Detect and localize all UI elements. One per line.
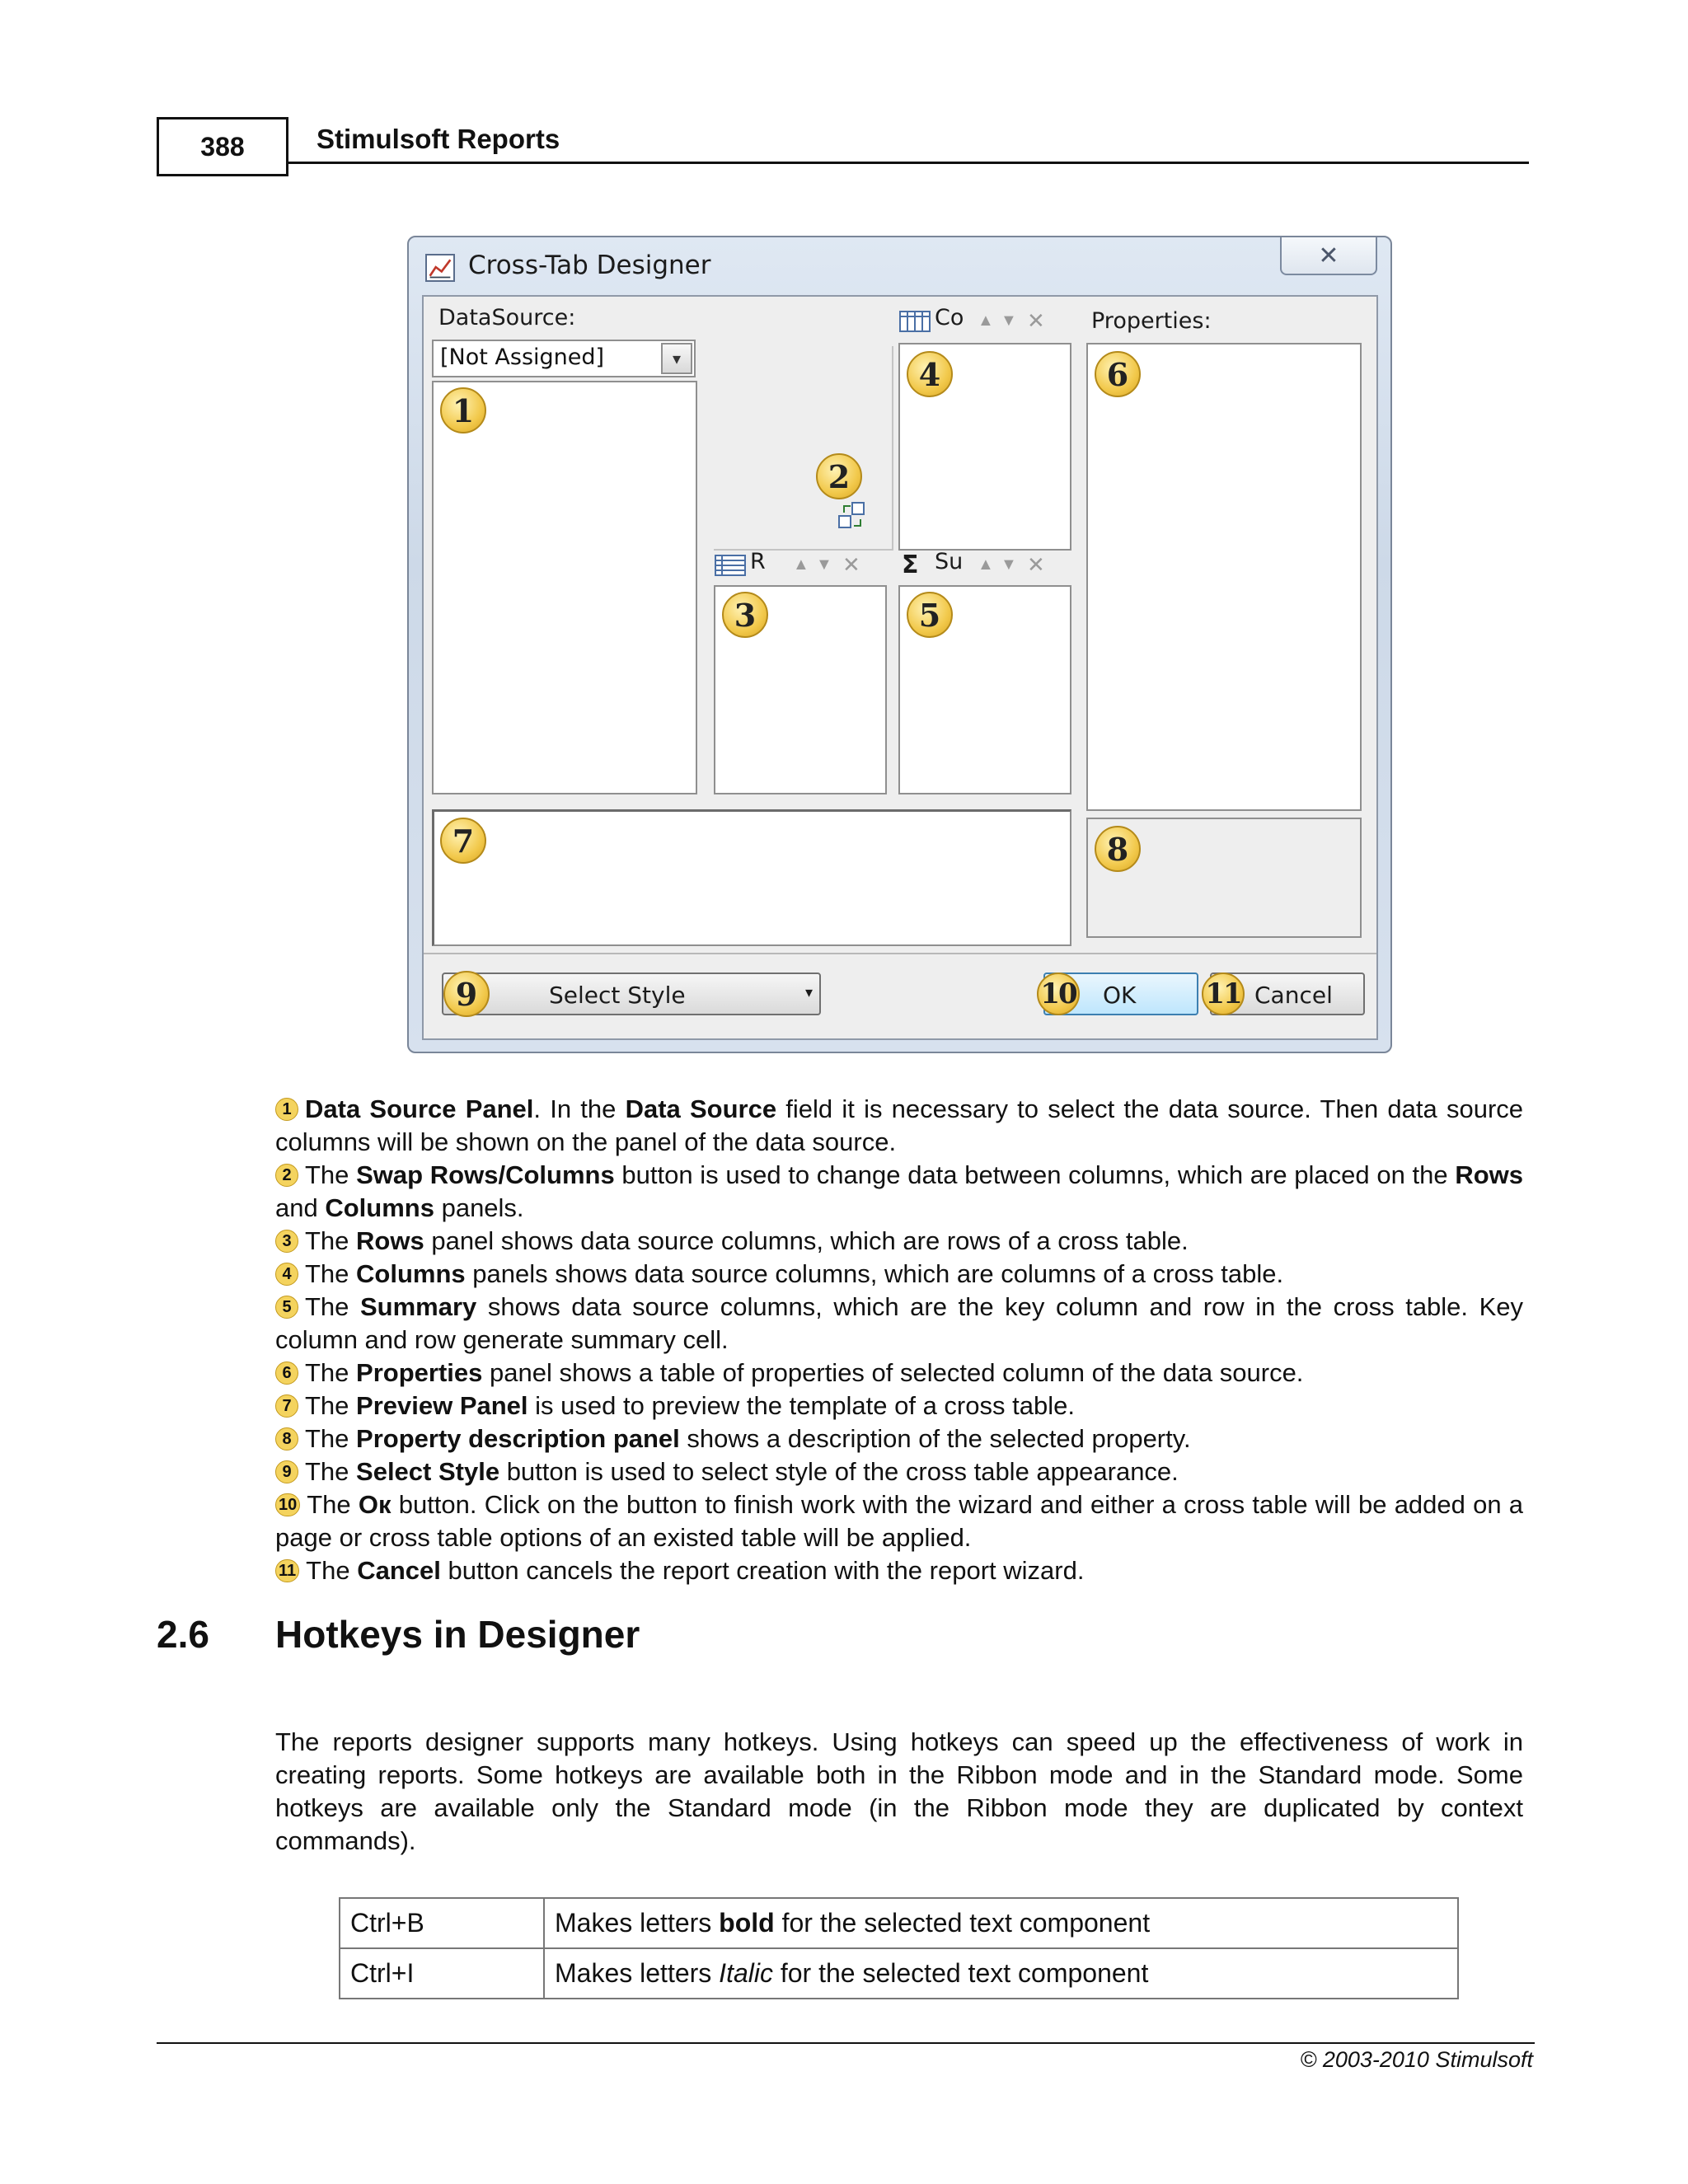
list-number-badge: 11 — [275, 1559, 299, 1582]
list-number-badge: 10 — [275, 1493, 300, 1516]
list-item — [275, 1390, 1523, 1422]
table-row — [340, 1948, 1458, 1999]
list-item-bold-text: Cancel — [357, 1556, 441, 1585]
dialog-client-area — [422, 295, 1378, 1040]
sigma-icon: Σ — [902, 551, 919, 579]
dropdown-icon[interactable]: ▾ — [661, 343, 692, 374]
list-item-text: field it is necessary to select the data source. Then data source columns will be shown on the panel of the data source. — [275, 1094, 1524, 1156]
cross-tab-designer-dialog — [407, 236, 1392, 1053]
list-item-text: . In the — [533, 1094, 626, 1123]
close-icon: ✕ — [1318, 241, 1339, 269]
description-list — [275, 1093, 1523, 1587]
list-item-text: The — [305, 1424, 357, 1453]
list-item-bold-text: Swap Rows/Columns — [356, 1160, 615, 1189]
arrow-up-icon[interactable]: ▲ — [978, 312, 994, 330]
hotkey-desc-pre: Makes letters — [555, 1958, 720, 1988]
badge-9: 9 — [443, 971, 490, 1017]
list-item-text: shows data source columns, which are the key column and row in the cross table. Key column and row generate summary cell. — [275, 1292, 1524, 1354]
hotkey-cell: Ctrl+B — [340, 1898, 544, 1948]
list-item-text: The — [306, 1556, 358, 1585]
badge-10: 10 — [1037, 972, 1080, 1015]
book-title: Stimulsoft Reports — [316, 124, 560, 154]
list-item-bold-text: Property description panel — [356, 1424, 680, 1453]
list-number-badge: 5 — [275, 1296, 298, 1319]
list-item-text: The — [305, 1391, 357, 1420]
hotkey-desc-post: for the selected text component — [774, 1908, 1151, 1938]
list-number-badge: 7 — [275, 1394, 298, 1418]
list-item — [275, 1455, 1523, 1488]
badge-2: 2 — [816, 453, 862, 499]
list-number-badge: 6 — [275, 1361, 298, 1385]
badge-11: 11 — [1202, 972, 1245, 1015]
list-item-text: panel shows a table of properties of selected column of the data source. — [482, 1358, 1304, 1387]
hotkey-desc-emphasis: Italic — [719, 1958, 773, 1988]
hotkey-desc-pre: Makes letters — [555, 1908, 720, 1938]
summary-label: Su — [935, 549, 964, 574]
list-number-badge: 4 — [275, 1263, 298, 1286]
preview-panel — [432, 809, 1071, 946]
list-item-bold-text: Rows — [356, 1226, 424, 1255]
footer-rule — [157, 2042, 1535, 2044]
list-item-bold-text: Summary — [359, 1292, 477, 1321]
arrow-down-icon[interactable]: ▼ — [816, 555, 832, 574]
hotkey-description-cell — [544, 1898, 1458, 1948]
columns-icon — [898, 308, 931, 335]
list-item — [275, 1422, 1523, 1455]
arrow-up-icon[interactable]: ▲ — [793, 555, 809, 574]
list-item-bold-text: Rows — [1455, 1160, 1524, 1189]
select-style-label: Select Style — [549, 982, 686, 1009]
list-item — [275, 1357, 1523, 1390]
arrow-down-icon[interactable]: ▼ — [1001, 555, 1017, 574]
badge-1: 1 — [440, 387, 486, 434]
page-number-text: 388 — [200, 131, 245, 162]
table-row — [340, 1898, 1458, 1948]
properties-label: Properties: — [1091, 308, 1212, 334]
datasource-value: [Not Assigned] — [440, 344, 605, 370]
section-title: Hotkeys in Designer — [275, 1613, 640, 1656]
hotkey-description-cell — [544, 1948, 1458, 1999]
list-number-badge: 3 — [275, 1230, 298, 1253]
list-item-text: panels. — [434, 1193, 524, 1222]
list-item-text: The — [305, 1457, 357, 1486]
list-item-text: The — [305, 1226, 357, 1255]
rows-label: R — [750, 549, 766, 574]
close-button[interactable] — [1280, 237, 1377, 275]
list-item-bold-text: Columns — [325, 1193, 434, 1222]
columns-label: Co — [935, 305, 964, 330]
list-number-badge: 9 — [275, 1460, 298, 1483]
section-paragraph: The reports designer supports many hotkeys. Using hotkeys can speed up the effectiveness of work in creating reports. Some hotkeys are available both in the Ribbon mode and in the Standard mode. Some hotkeys are available only the Standard mode (in the Ribbon mode they are duplicated by context commands). — [275, 1727, 1523, 1855]
cancel-label: Cancel — [1254, 982, 1333, 1009]
list-item — [275, 1159, 1523, 1225]
list-item — [275, 1291, 1523, 1357]
delete-icon[interactable]: ✕ — [1027, 308, 1045, 333]
badge-4: 4 — [907, 351, 953, 397]
list-item-bold-text: Data Source Panel — [305, 1094, 534, 1123]
list-item — [275, 1488, 1523, 1554]
datasource-label: DataSource: — [438, 305, 576, 330]
list-item-text: button is used to change data between columns, which are placed on the — [614, 1160, 1456, 1189]
list-number-badge: 1 — [275, 1098, 298, 1121]
dialog-title: Cross-Tab Designer — [468, 251, 711, 280]
footer-divider — [424, 953, 1376, 954]
badge-3: 3 — [722, 592, 768, 638]
dropdown-icon: ▾ — [804, 984, 813, 1001]
section-number: 2.6 — [157, 1613, 209, 1656]
list-item-text: The — [305, 1292, 360, 1321]
list-item-text: The — [305, 1358, 357, 1387]
hotkeys-table — [339, 1897, 1459, 1999]
ok-label: OK — [1103, 982, 1137, 1009]
copyright: © 2003-2010 Stimulsoft — [1300, 2047, 1533, 2072]
list-item-bold-text: Data Source — [625, 1094, 777, 1123]
datasource-panel[interactable] — [432, 381, 697, 794]
hotkey-desc-post: for the selected text component — [772, 1958, 1149, 1988]
list-item-text: panel shows data source columns, which are rows of a cross table. — [424, 1226, 1189, 1255]
rows-icon — [714, 552, 747, 579]
list-item-bold-text: Oк — [358, 1490, 392, 1519]
arrow-down-icon[interactable]: ▼ — [1001, 312, 1017, 330]
list-number-badge: 8 — [275, 1427, 298, 1451]
delete-icon[interactable]: ✕ — [842, 552, 860, 577]
arrow-up-icon[interactable]: ▲ — [978, 555, 994, 574]
list-item-text: button is used to select style of the cross table appearance. — [499, 1457, 1179, 1486]
properties-panel[interactable] — [1086, 343, 1362, 811]
hotkey-desc-emphasis: bold — [719, 1908, 775, 1938]
list-item-text: The — [305, 1160, 357, 1189]
list-item-text: is used to preview the template of a cross table. — [528, 1391, 1075, 1420]
list-item-text: shows a description of the selected property. — [679, 1424, 1191, 1453]
list-item-bold-text: Select Style — [356, 1457, 500, 1486]
badge-6: 6 — [1095, 351, 1141, 397]
list-item-text: The — [307, 1490, 359, 1519]
delete-icon[interactable]: ✕ — [1027, 552, 1045, 577]
list-item-text: button. Click on the button to finish work with the wizard and either a cross table will be added on a page or cross table options of an existed table will be applied. — [275, 1490, 1524, 1552]
list-item-bold-text: Preview Panel — [356, 1391, 528, 1420]
badge-7: 7 — [440, 818, 486, 864]
swap-icon[interactable] — [836, 499, 869, 532]
page-number — [157, 117, 288, 176]
list-item-text: and — [275, 1193, 326, 1222]
list-item-text: The — [305, 1259, 357, 1288]
list-item-text: button cancels the report creation with the report wizard. — [440, 1556, 1085, 1585]
select-style-button[interactable] — [442, 972, 821, 1015]
hotkey-cell: Ctrl+I — [340, 1948, 544, 1999]
list-item — [275, 1258, 1523, 1291]
list-item — [275, 1093, 1523, 1159]
datasource-combo[interactable] — [432, 340, 696, 377]
list-number-badge: 2 — [275, 1164, 298, 1187]
badge-5: 5 — [907, 592, 953, 638]
badge-8: 8 — [1095, 826, 1141, 872]
list-item — [275, 1554, 1523, 1587]
list-item — [275, 1225, 1523, 1258]
list-item-text: panels shows data source columns, which are columns of a cross table. — [465, 1259, 1284, 1288]
header-rule — [288, 162, 1529, 164]
list-item-bold-text: Columns — [356, 1259, 466, 1288]
list-item-bold-text: Properties — [356, 1358, 483, 1387]
chart-icon — [425, 254, 455, 282]
